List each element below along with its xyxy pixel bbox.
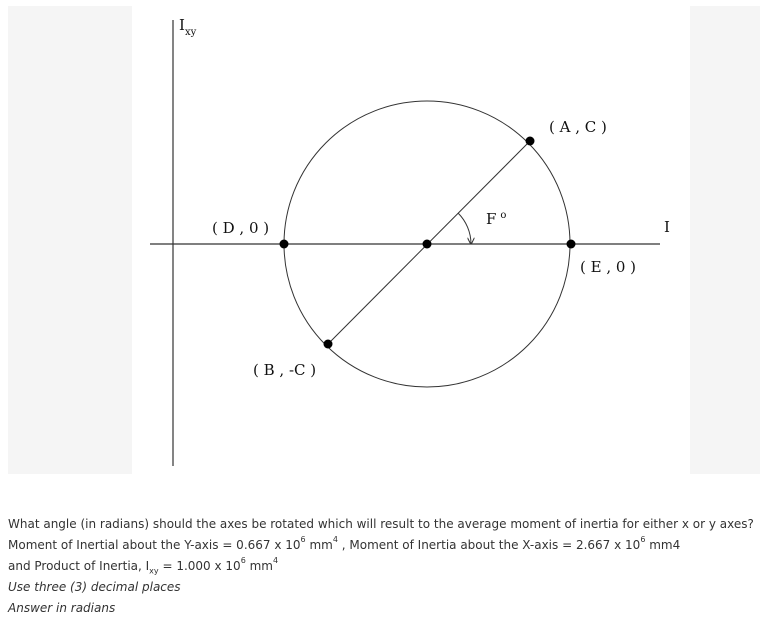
angle-label: F $^o$ (486, 210, 507, 228)
x-axis-label: I (664, 218, 670, 236)
angle-arrow (458, 213, 471, 244)
point-bc-dot (324, 340, 333, 349)
question-text-block (8, 514, 760, 619)
answer-units-instruction: Answer in radians (8, 601, 116, 615)
center-point (423, 240, 432, 249)
decimal-places-instruction: Use three (3) decimal places (8, 580, 181, 594)
question-line: What angle (in radians) should the axes be rotated which will result to the average moment of inertia for either x or y axes? (8, 517, 754, 531)
point-d0-label: ( D , 0 ) (212, 219, 270, 237)
point-ac-dot (526, 137, 535, 146)
point-ac-label: ( A , C ) (549, 118, 607, 136)
moment-of-inertia-line: Moment of Inertial about the Y-axis = 0.667 x $10^6$ $mm^4$ , Moment of Inertia about the X-axis = 2.667 x $10^6$ mm4 (8, 535, 681, 552)
point-d0-dot (280, 240, 289, 249)
point-e0-label: ( E , 0 ) (580, 258, 637, 276)
y-axis-label: $I_{xy}$ (179, 16, 197, 38)
point-e0-dot (567, 240, 576, 249)
point-bc-label: ( B , -C ) (253, 361, 317, 379)
product-of-inertia-line: and Product of Inertia, $I_{xy} = 1.000$ x $10^6$ $mm^4$ (8, 556, 279, 576)
